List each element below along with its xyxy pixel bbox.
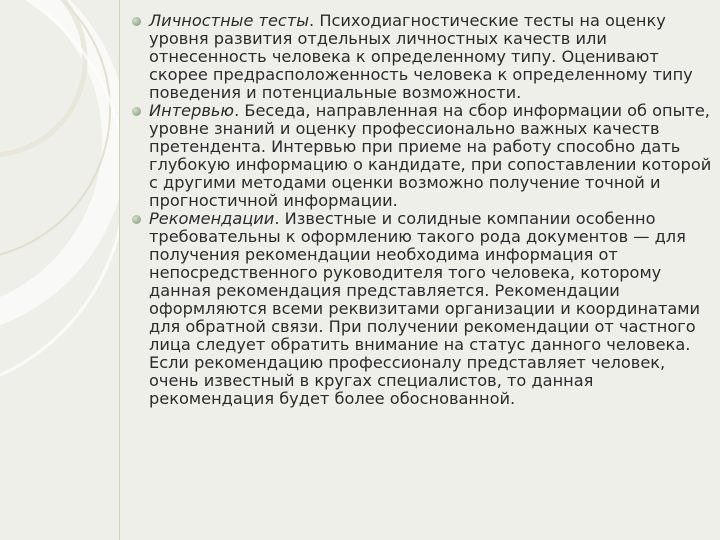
bullet-icon bbox=[132, 107, 141, 116]
item-text: . Психодиагностические тесты на оценку уровня развития отдельных личностных качеств или отнесенность человека к определенному типу. Оценивают скорее предрасположенность человека к определенному типу поведения и потенциальные возможности. bbox=[149, 11, 693, 102]
bullet-list bbox=[130, 12, 715, 408]
list-item bbox=[130, 210, 715, 408]
list-item bbox=[130, 12, 715, 102]
item-text: . Известные и солидные компании особенно требовательны к оформлению такого рода документов — для получения рекомендации необходима информация от непосредственного руководителя того человека, которому данная рекомендация представляется. Рекомендации оформляются всеми реквизитами организации и координатами для обратной связи. При получении рекомендации от частного лица следует обратить внимание на статус данного человека. Если рекомендацию профессионалу представляет человек, очень известный в кругах специалистов, то данная рекомендация будет более обоснованной. bbox=[149, 209, 701, 408]
bullet-icon bbox=[132, 215, 141, 224]
bullet-icon bbox=[132, 17, 141, 26]
item-term: Интервью bbox=[149, 101, 235, 120]
item-term: Личностные тесты bbox=[149, 11, 310, 30]
decorative-circles bbox=[0, 0, 120, 540]
item-text: . Беседа, направленная на сбор информации об опыте, уровне знаний и оценку профессионально важных качеств претендента. Интервью при приеме на работу способно дать глубокую информацию о кандидате, при сопоставлении которой с другими методами оценки возможно получение точной и прогностичной информации. bbox=[149, 101, 712, 210]
item-term: Рекомендации bbox=[149, 209, 275, 228]
divider-line bbox=[119, 0, 120, 540]
list-item bbox=[130, 102, 715, 210]
